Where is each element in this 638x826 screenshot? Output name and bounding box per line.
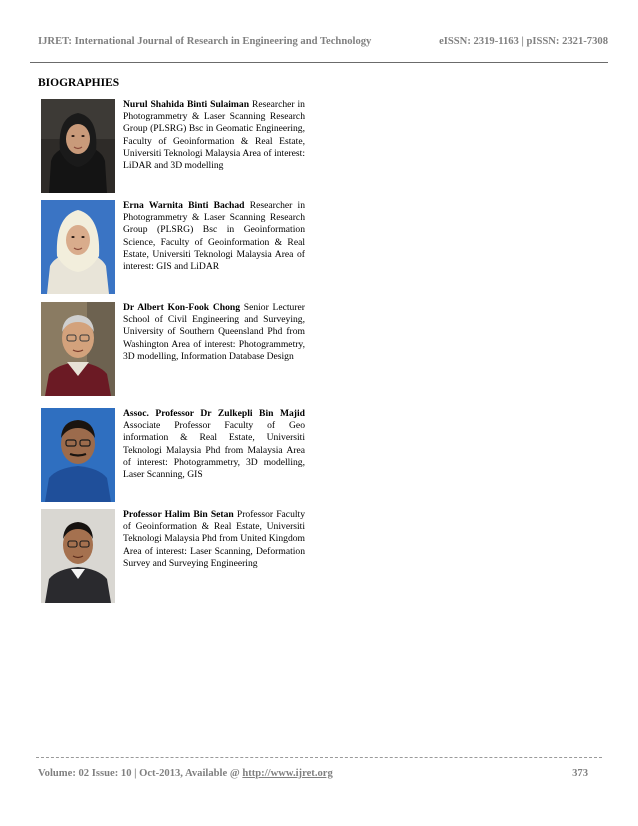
footer-volume [38,768,333,779]
author-photo [41,200,115,294]
section-title: BIOGRAPHIES [38,77,120,89]
bio-entry [41,200,305,296]
page-footer [38,768,588,779]
bio-text [123,99,305,172]
bio-entry [41,509,305,605]
author-name: Erna Warnita Binti Bachad [123,200,245,211]
author-name: Professor Halim Bin Setan [123,509,234,520]
author-photo-image [41,302,115,396]
journal-title: IJRET: International Journal of Research in Engineering and Technology [38,36,372,47]
author-description: Associate Professor Faculty of Geo information & Real Estate, Universiti Teknologi Malaysia Phd from Malaysia Area of interest: Photogrammetry, 3D modelling, Laser Scanning, GIS [123,420,305,481]
author-description: Senior Lecturer School of Civil Engineering and Surveying, University of Southern Queensland Phd from Washington Area of interest: Photogrammetry, 3D modelling, Information Database Design [123,302,305,362]
bio-text [123,408,305,481]
author-name: Assoc. Professor Dr Zulkepli Bin Majid [123,408,305,419]
footer-rule [36,757,602,758]
author-photo [41,509,115,603]
author-photo-image [41,99,115,193]
author-name: Nurul Shahida Binti Sulaiman [123,99,250,110]
author-photo-image [41,408,115,502]
bio-entry [41,408,305,504]
author-photo [41,302,115,396]
page-number: 373 [572,768,588,779]
issn-text: eISSN: 2319-1163 | pISSN: 2321-7308 [439,36,608,47]
author-photo-image [41,509,115,603]
header-rule [30,62,608,63]
journal-url-link[interactable]: http://www.ijret.org [242,768,333,779]
author-description: Professor Faculty of Geoinformation & Real Estate, Universiti Teknologi Malaysia Phd from United Kingdom Area of interest: Laser Scanning, Deformation Survey and Surveying Engineering [123,509,305,569]
author-photo [41,408,115,502]
author-description: Researcher in Photogrammetry & Laser Scanning Research Group (PLSRG) Bsc in Geoinformation Science, Faculty of Geoinformation & Real Estate, Universiti Teknologi Malaysia Area of interest: GIS and LiDAR [123,200,305,273]
bio-text [123,200,305,273]
author-photo [41,99,115,193]
author-photo-image [41,200,115,294]
author-description: Researcher in Photogrammetry & Laser Scanning Research Group (PLSRG) Bsc in Geomatic Engineering, Faculty of Geoinformation & Real Estate, Universiti Teknologi Malaysia Area of interest: LiDAR and 3D modelling [123,99,305,172]
bio-entry [41,99,305,195]
bio-text [123,509,305,570]
page-header [38,36,608,47]
bio-entry [41,302,305,398]
footer-volume-text: Volume: 02 Issue: 10 | Oct-2013, Available @ [38,768,243,779]
author-name: Dr Albert Kon-Fook Chong [123,302,241,313]
bio-text [123,302,305,363]
